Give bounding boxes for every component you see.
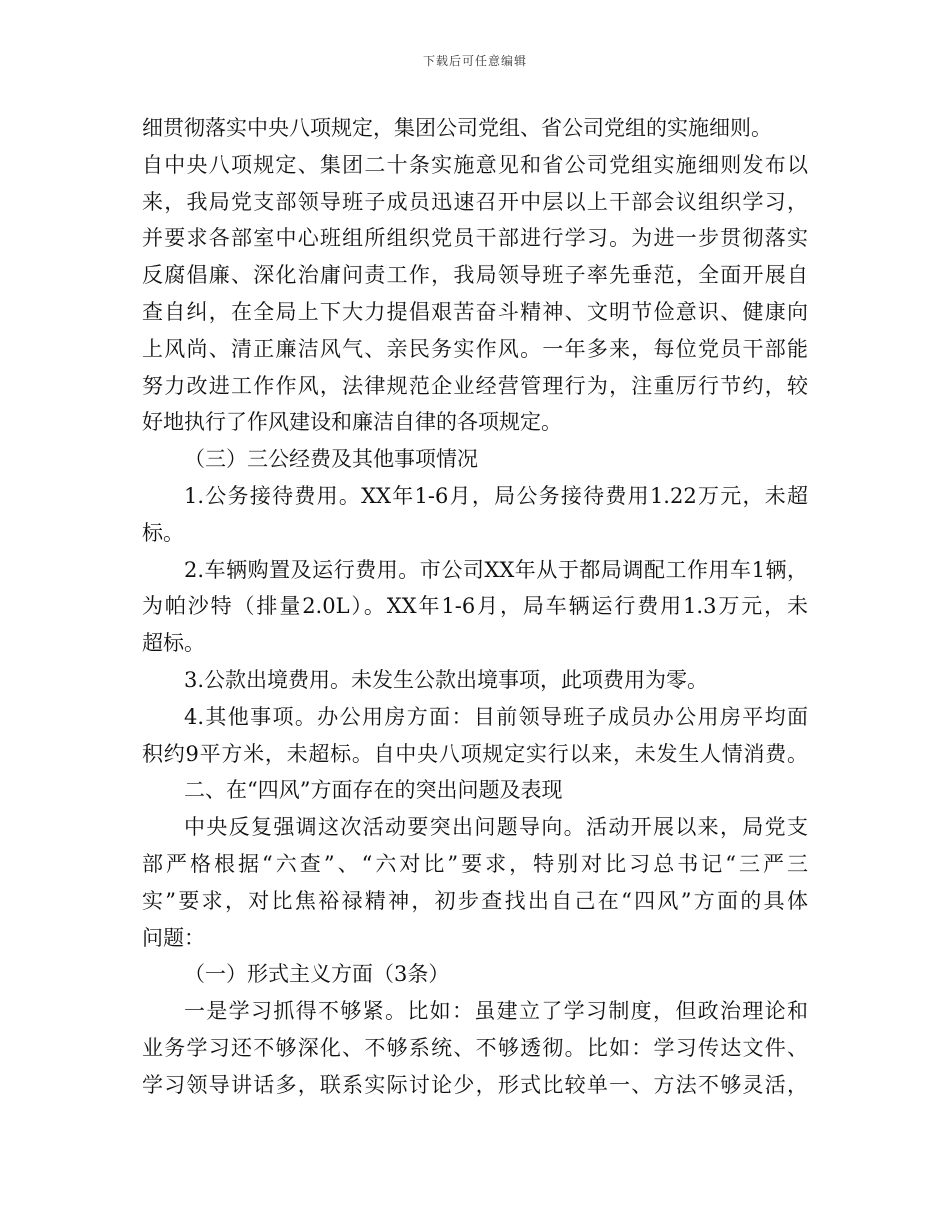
text-line: 部严格根据“六查”、“六对比”要求，特别对比习总书记“三严三 bbox=[142, 851, 808, 876]
text-line: 并要求各部室中心班组所组织党员干部进行学习。为进一步贯彻落实 bbox=[142, 226, 808, 251]
text-line: 3.公款出境费用。未发生公款出境事项，此项费用为零。 bbox=[184, 667, 709, 692]
text-line: 来，我局党支部领导班子成员迅速召开中层以上干部会议组织学习， bbox=[142, 189, 808, 214]
text-line: 为帕沙特（排量2.0L）。XX年1-6月，局车辆运行费用1.3万元，未 bbox=[142, 594, 808, 619]
text-line: 超标。 bbox=[142, 631, 205, 656]
text-line: 一是学习抓得不够紧。比如：虽建立了学习制度，但政治理论和 bbox=[184, 999, 808, 1024]
text-line: 1.公务接待费用。XX年1-6月，局公务接待费用1.22万元，未超 bbox=[184, 483, 808, 508]
text-line: 问题： bbox=[142, 925, 205, 950]
text-line: （一）形式主义方面（3条） bbox=[184, 962, 450, 987]
text-line: 学习领导讲话多，联系实际讨论少，形式比较单一、方法不够灵活， bbox=[142, 1072, 808, 1097]
text-line: 业务学习还不够深化、不够系统、不够透彻。比如：学习传达文件、 bbox=[142, 1035, 808, 1060]
page-header: 下载后可任意编辑 bbox=[422, 54, 527, 68]
text-line: 标。 bbox=[142, 520, 184, 545]
text-line: 好地执行了作风建设和廉洁自律的各项规定。 bbox=[142, 410, 562, 435]
text-line: 积约9平方米，未超标。自中央八项规定实行以来，未发生人情消费。 bbox=[142, 741, 808, 766]
text-line: 努力改进工作作风，法律规范企业经营管理行为，注重厉行节约，较 bbox=[142, 373, 808, 398]
text-line: 4.其他事项。办公用房方面：目前领导班子成员办公用房平均面 bbox=[184, 704, 808, 729]
text-line: 查自纠，在全局上下大力提倡艰苦奋斗精神、文明节俭意识、健康向 bbox=[142, 299, 808, 324]
text-line: 上风尚、清正廉洁风气、亲民务实作风。一年多来，每位党员干部能 bbox=[142, 336, 808, 361]
text-line: 反腐倡廉、深化治庸问责工作，我局领导班子率先垂范，全面开展自 bbox=[142, 263, 808, 288]
text-line: （三）三公经费及其他事项情况 bbox=[184, 447, 478, 472]
text-line: 中央反复强调这次活动要突出问题导向。活动开展以来，局党支 bbox=[184, 815, 808, 840]
text-line: 自中央八项规定、集团二十条实施意见和省公司党组实施细则发布以 bbox=[142, 152, 808, 177]
text-line: 2.车辆购置及运行费用。市公司XX年从于都局调配工作用车1辆， bbox=[184, 557, 808, 582]
document-body bbox=[142, 110, 808, 1104]
text-line: 二、在“四风”方面存在的突出问题及表现 bbox=[184, 778, 563, 803]
text-line: 细贯彻落实中央八项规定，集团公司党组、省公司党组的实施细则。 bbox=[142, 116, 772, 140]
text-line: 实”要求，对比焦裕禄精神，初步查找出自己在“四风”方面的具体 bbox=[142, 888, 808, 913]
